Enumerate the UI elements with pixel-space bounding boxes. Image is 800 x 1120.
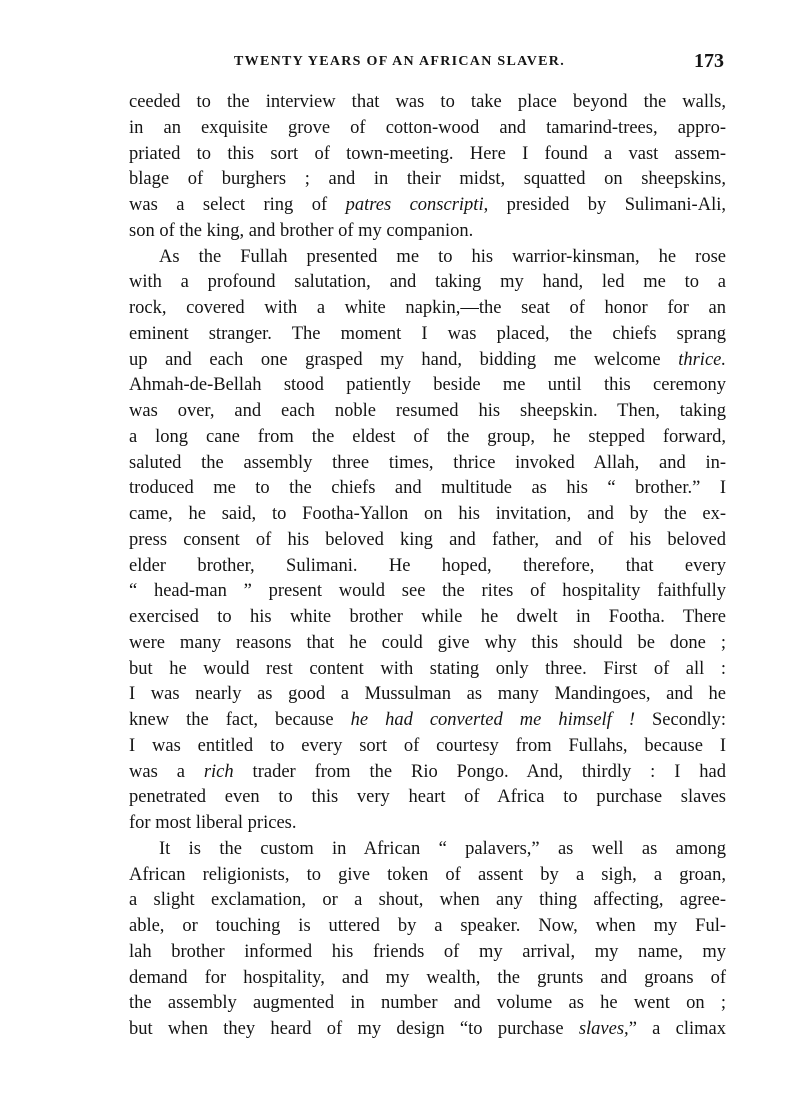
text-line: were many reasons that he could give why this should be done ; [129,632,726,653]
text-line: penetrated even to this very heart of Africa to purchase slaves [129,787,726,808]
text-line: lah brother informed his friends of my arrival, my name, my [129,941,726,962]
text-segment: ” a climax [628,1019,727,1039]
running-head [130,50,724,74]
text-line [129,348,726,374]
text-line: Ahmah-de-Bellah stood patiently beside me until this ceremony [129,375,726,396]
text-line: saluted the assembly three times, thrice invoked Allah, and in- [129,452,726,473]
text-line: was over, and each noble resumed his sheepskin. Then, taking [129,401,726,421]
text-line: in an exquisite grove of cotton-wood and tamarind-trees, appro- [129,117,726,138]
running-title: TWENTY YEARS OF AN AFRICAN SLAVER. [234,54,565,69]
text-line: but he would rest content with stating only three. First of all : [129,658,726,679]
text-line: a slight exclamation, or a shout, when any thing affecting, agree- [129,890,726,911]
text-line: son of the king, and brother of my companion. [129,220,474,241]
text-segment: was a select ring of [129,195,346,215]
text-segment: was a [129,761,204,782]
text-segment: up and each one grasped my hand, bidding me welcome [129,349,679,370]
text-line: the assembly augmented in number and volume as he went on ; [129,993,726,1014]
text-line: a long cane from the eldest of the group, he stepped forward, [129,426,726,447]
page-number: 173 [694,50,724,72]
text-line: came, he said, to Footha-Yallon on his invitation, and by the ex- [129,504,726,524]
text-line: As the Fullah presented me to his warrior-kinsman, he rose [159,246,726,267]
text-line: elder brother, Sulimani. He hoped, therefore, that every [129,555,726,576]
text-line: I was nearly as good a Mussulman as many Mandingoes, and he [129,684,726,705]
text-line: with a profound salutation, and taking my hand, led me to a [129,272,726,293]
text-line [129,708,726,734]
text-segment: trader from the Rio Pongo. And, thirdly : I had [233,761,726,782]
text-line: blage of burghers ; and in their midst, squatted on sheepskins, [129,169,726,190]
italic-phrase: he had converted me himself ! [350,710,635,730]
text-line: It is the custom in African “ palavers,” as well as among [159,838,726,859]
text-line: for most liberal prices. [129,813,297,833]
text-line: ceeded to the interview that was to take place beyond the walls, [129,92,726,112]
body-text [129,90,726,1043]
text-line: I was entitled to every sort of courtesy from Fullahs, because I [129,735,726,756]
text-line: rock, covered with a white napkin,—the seat of honor for an [129,298,726,318]
text-line [129,1017,726,1043]
text-line: African religionists, to give token of assent by a sigh, a groan, [129,864,726,885]
text-line: able, or touching is uttered by a speaker. Now, when my Ful- [129,916,726,936]
italic-phrase: patres conscripti [345,195,484,215]
italic-phrase: thrice. [678,349,726,370]
italic-phrase: slaves, [578,1019,629,1039]
text-line: “ head-man ” present would see the rites of hospitality faithfully [129,581,726,602]
text-line [129,193,726,219]
text-segment: but when they heard of my design “to purchase [129,1019,579,1039]
text-line: priated to this sort of town-meeting. Here I found a vast assem- [129,143,726,164]
text-segment: Secondly: [634,710,726,730]
text-line: troduced me to the chiefs and multitude as his “ brother.” I [129,478,726,499]
text-line: press consent of his beloved king and father, and of his beloved [129,529,726,550]
text-line [129,760,726,786]
text-line: exercised to his white brother while he dwelt in Footha. There [129,607,726,627]
text-segment: knew the fact, because [129,710,351,730]
text-line: eminent stranger. The moment I was placed, the chiefs sprang [129,323,726,344]
text-segment: , presided by Sulimani-Ali, [483,195,726,215]
italic-phrase: rich [203,761,234,782]
text-line: demand for hospitality, and my wealth, the grunts and groans of [129,967,726,988]
